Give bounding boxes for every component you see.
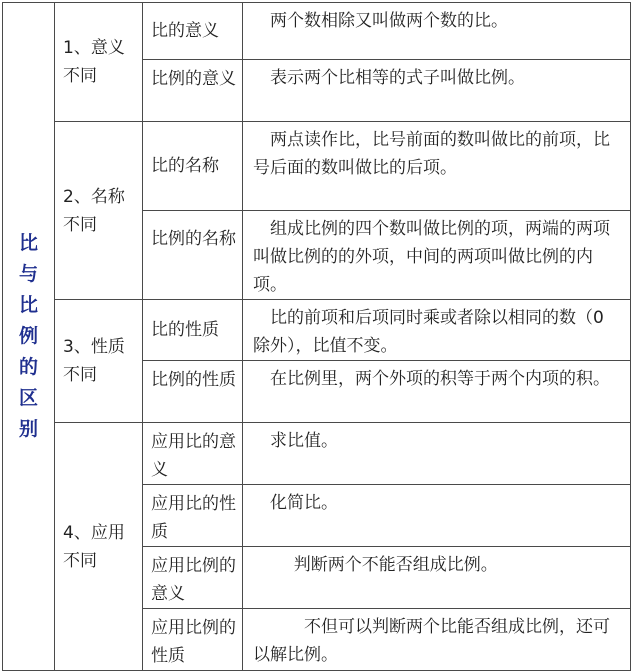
table-row [3,300,631,361]
side-title-char: 的 [18,356,38,378]
description: 化简比。 [243,485,631,547]
side-title-char: 比 [18,232,38,254]
sub-item: 应用比的意义 [143,423,243,485]
side-title [3,3,55,671]
table-row [3,3,631,60]
sub-item: 比例的性质 [143,361,243,423]
description: 比的前项和后项同时乘或者除以相同的数（0除外），比值不变。 [243,300,631,361]
sub-item: 应用比例的意义 [143,547,243,609]
description: 表示两个比相等的式子叫做比例。 [243,60,631,122]
description: 两个数相除又叫做两个数的比。 [243,3,631,60]
ratio-vs-proportion-table [2,2,631,671]
sub-item: 应用比例的性质 [143,609,243,671]
sub-item: 应用比的性质 [143,485,243,547]
table-row [3,122,631,211]
category-name: 2、名称不同 [55,122,143,300]
description: 不但可以判断两个比能否组成比例，还可以解比例。 [243,609,631,671]
category-meaning: 1、意义不同 [55,3,143,122]
sub-item: 比例的名称 [143,211,243,300]
side-title-char: 比 [18,294,38,316]
description: 两点读作比，比号前面的数叫做比的前项，比号后面的数叫做比的后项。 [243,122,631,211]
sub-item: 比的名称 [143,122,243,211]
description: 组成比例的四个数叫做比例的项，两端的两项叫做比例的的外项，中间的两项叫做比例的内项。 [243,211,631,300]
side-title-char: 区 [18,387,38,409]
sub-item: 比例的意义 [143,60,243,122]
category-application: 4、应用不同 [55,423,143,671]
description: 判断两个不能否组成比例。 [243,547,631,609]
side-title-char: 例 [18,325,38,347]
description: 在比例里，两个外项的积等于两个内项的积。 [243,361,631,423]
description: 求比值。 [243,423,631,485]
side-title-char: 别 [18,418,38,440]
sub-item: 比的意义 [143,3,243,60]
side-title-char: 与 [18,263,38,285]
category-property: 3、性质不同 [55,300,143,423]
sub-item: 比的性质 [143,300,243,361]
table-row [3,423,631,485]
